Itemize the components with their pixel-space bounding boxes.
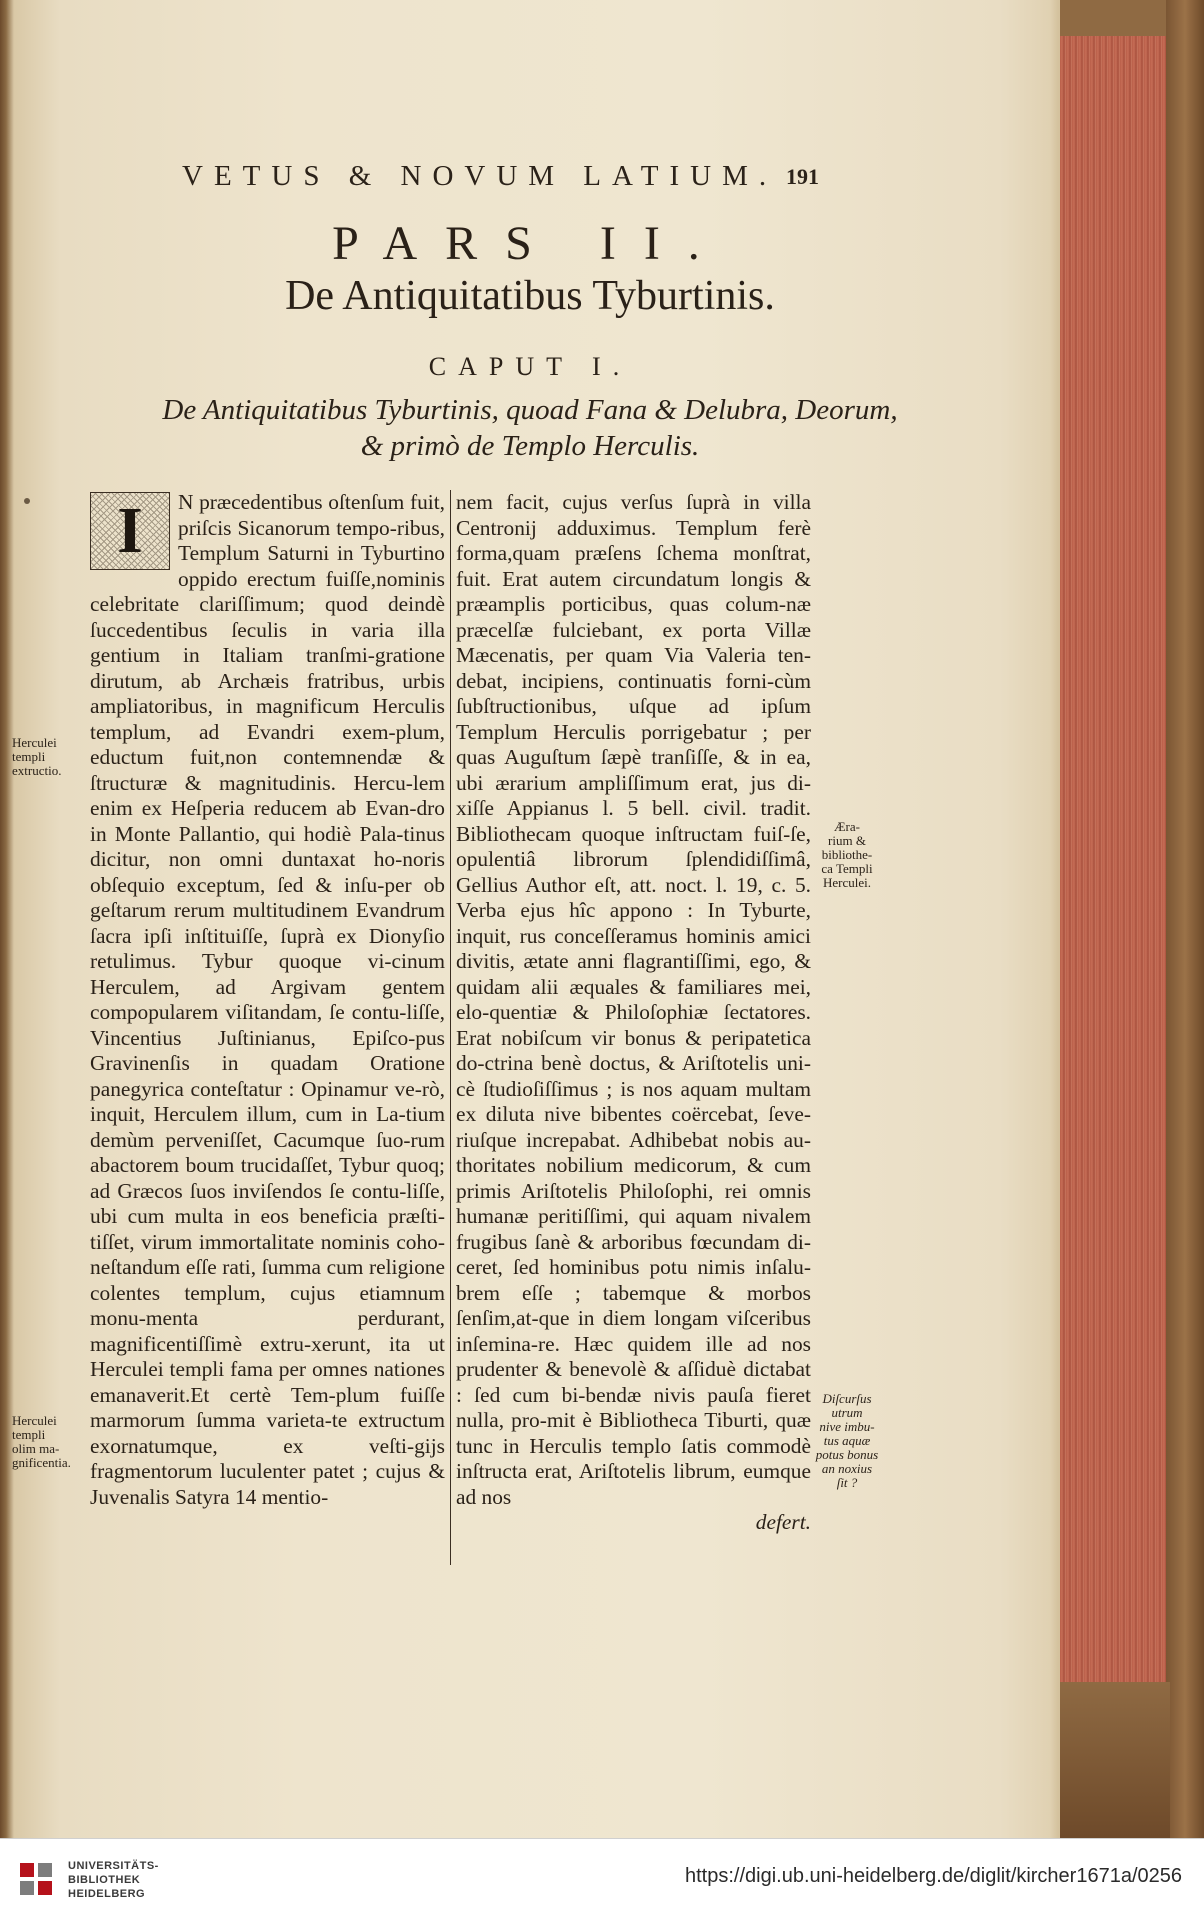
part-heading: PARS II.	[332, 217, 728, 270]
marginal-note	[12, 736, 82, 778]
page-edge	[1060, 36, 1166, 1682]
viewer-footer	[0, 1838, 1204, 1923]
marginal-note	[812, 1392, 882, 1490]
chapter-title	[90, 392, 970, 464]
marginal-note	[812, 820, 882, 890]
chapter-title-line: & primò de Templo Herculis.	[360, 430, 700, 462]
paragraph: N præcedentibus oſtenſum fuit, priſcis Sicanorum tempo-ribus, Templum Saturni in Tyburtino oppido erectum fuiſſe,nominis celebritate clariſſimum; quod deindè ſuccedentibus ſeculis in varia illa gentium in Italiam tranſmi-gratione dirutum, ab Archæis fratribus, urbis ampliatoribus, in magnificum Herculis templum, ad Evandri exem-plum, eductum fuit,non contemnendæ & ſtructuræ & magnitudinis. Hercu-lem enim ex Heſperia reducem ab Evan-dro in Monte Pallantio, qui hodiè Pala-tinus dicitur, non omni duntaxat ho-noris obſequio exceptum, ſed & inſu-per ob geſtarum rerum multitudinem Evandrum ſacra ipſi inſtituiſſe, ſuprà ex Dionyſio retulimus. Tybur quoque vi-cinum Herculem, ad Argivam gentem compopularem viſitandam, ſe contu-liſſe, Vincentius Juſtinianus, Epiſco-pus Gravinenſis in quadam Oratione panegyrica conteſtatur : Opinamur ve-rò, inquit, Herculem illum, cum in La-tium demùm perveniſſet, Cacumque ſuo-rum abactorem boum trucidaſſet, Tybur quoq; ad Græcos ſuos inviſendos ſe contu-liſſe, ubi cum multa in eos beneficia præſti-tiſſet, virum immortalitate nominis coho-neſtandum eſſe rati, ſumma cum religione colentes templum, cujus etiamnum monu-menta perdurant, magnificentiſſimè extru-xerunt, ita ut Herculei templi fama per omnes nationes emanaverit.Et certè Tem-plum fuiſſe marmorum ſumma varieta-te extructum exornatumque, ex veſti-gijs fragmentorum luculenter patet ; cujus & Juvenalis Satyra 14 mentio-	[90, 490, 445, 1509]
marginal-line: an noxius	[821, 1461, 873, 1476]
library-name-line: UNIVERSITÄTS-	[68, 1860, 159, 1872]
right-column	[456, 490, 811, 1536]
marginal-line: olim ma-	[12, 1441, 60, 1456]
marginal-line: potus bonus	[815, 1447, 879, 1462]
permalink-url[interactable]: https://digi.ub.uni-heidelberg.de/diglit/kircher1671a/0256	[684, 1865, 1182, 1887]
marginal-line: extructio.	[12, 763, 62, 778]
marginal-line: nive imbu-	[819, 1419, 875, 1434]
initial-letter: I	[91, 493, 169, 569]
paragraph: nem facit, cujus verſus ſuprà in villa Centronij adduximus. Templum ferè forma,quam præſens ſchema monſtrat, fuit. Erat autem circundatum longis & præamplis porticibus, quas colum-næ præcelſæ fulciebant, ex porta Villæ Mæcenatis, per quam Via Valeria ten-debat, incipiens, continuatis forni-cùm ſubſtructionibus, uſque ad ipſum Templum Herculis porrigebatur ; per quas Auguſtum ſæpè tranſiſſe, & in ea, ubi ærarium ampliſſimum erat, jus di-xiſſe Appianus l. 5 bell. civil. tradit. Bibliothecam quoque inſtructam fuiſ-ſe, opulentiâ librorum ſplendidiſſimâ, Gellius Author eſt, att. noct. l. 19, c. 5. Verba ejus hîc appono : In Tyburte, inquit, rus conceſſeramus hominis amici divitis, ætate anni flagrantiſſimi, ego, & quidam alii æquales & familiares mei, elo-quentiæ & Philoſophiæ ſectatores. Erat nobiſcum vir bonus & peripatetica do-ctrina benè doctus, & Ariſtotelis uni-cè ſtudioſiſſimus ; is nos aquam multam ex diluta nive bibentes coërcebat, ſeve-riuſque increpabat. Adhibebat nobis au-thoritates nobilium medicorum, & cum primis Ariſtotelis Philoſophi, rei omnis humanæ peritiſſimi, qui aquam nivalem frugibus ſanè & arboribus fœcundam di-ceret, ſed hominibus potu nimis inſalu-brem eſſe ; tabemque & morbos ſenſim,at-que in diem longam viſceribus inſemina-re. Hæc quidem ille ad nos prudenter & benevolè & aſſiduè dictabat : ſed cum bi-bendæ nivis pauſa fieret nulla, pro-mit è Bibliotheca Tiburti, quæ tunc in Herculis templo ſatis commodè inſtructa erat, Ariſtotelis librum, eumque ad nos	[456, 490, 811, 1509]
book-cover-top	[1060, 0, 1170, 36]
book-cover-edge	[1166, 0, 1204, 1838]
library-name-line: HEIDELBERG	[68, 1888, 146, 1900]
folio-number: 191	[786, 164, 819, 189]
marginal-line: tus aquæ	[823, 1433, 871, 1448]
chapter-heading: CAPUT I.	[428, 352, 632, 381]
marginal-line: bibliothe-	[821, 847, 873, 862]
left-column	[90, 490, 445, 1510]
catchword: defert.	[755, 1510, 811, 1534]
marginal-line: Diſcurſus	[822, 1391, 872, 1406]
library-name-line: BIBLIOTHEK	[68, 1874, 141, 1886]
decorated-initial	[90, 492, 170, 570]
book-cover-bottom	[1060, 1682, 1170, 1838]
marginal-line: templi	[12, 749, 46, 764]
part-subtitle: De Antiquitatibus Tyburtinis.	[285, 273, 775, 319]
marginal-line: Æra-	[834, 819, 860, 834]
library-name	[68, 1859, 159, 1901]
column-rule	[450, 490, 451, 1565]
marginal-line: Herculei	[12, 1413, 57, 1428]
marginal-line: templi	[12, 1427, 46, 1442]
university-library-logo-icon	[18, 1861, 58, 1901]
marginal-line: utrum	[831, 1405, 863, 1420]
marginal-line: gnificentia.	[12, 1455, 71, 1470]
marginal-line: ſit ?	[836, 1475, 858, 1490]
marginal-line: Herculei	[12, 735, 57, 750]
marginal-line: rium &	[828, 833, 866, 848]
marginal-note	[12, 1414, 82, 1470]
chapter-title-line: De Antiquitatibus Tyburtinis, quoad Fana & Delubra, Deorum,	[162, 394, 898, 426]
marginal-line: Herculei.	[822, 875, 871, 890]
running-head: VETUS & NOVUM LATIUM.	[182, 160, 778, 192]
marginal-line: ca Templi	[821, 861, 873, 876]
ink-speck	[24, 498, 30, 504]
